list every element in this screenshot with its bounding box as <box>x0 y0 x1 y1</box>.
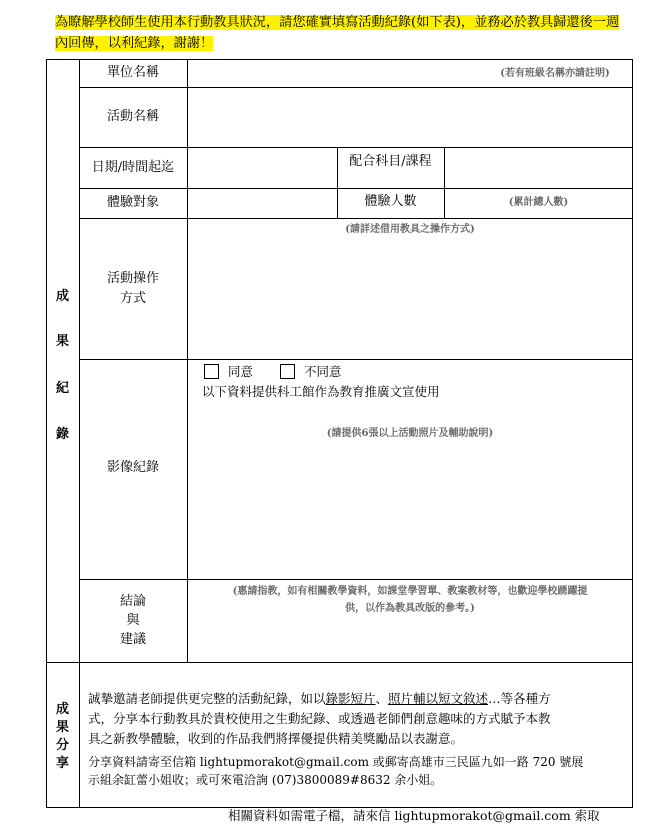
conclusion-label-line3: 建議 <box>119 632 146 647</box>
share-contact-line1: 分享資料請寄至信箱 lightupmorakot@gmail.com 或郵寄高雄市三民區九如一路 720 號展 <box>88 755 584 769</box>
row-line <box>79 188 633 189</box>
share-contact-line2: 示組余缸蕾小姐收；或可來電洽詢 (07)3800089#8632 余小姐。 <box>88 773 443 787</box>
sidebar-share-4: 享 <box>56 756 70 771</box>
operation-note: (請詳述借用教具之操作方式) <box>345 224 475 235</box>
date-input[interactable] <box>188 148 337 188</box>
agree-label: 同意 <box>228 364 254 379</box>
sidebar-record-4: 錄 <box>56 427 70 442</box>
conclusion-note-line2: 供，以作為教具改版的參考。) <box>345 603 475 614</box>
count-label: 體驗人數 <box>364 194 417 209</box>
sidebar-share-1: 成 <box>56 702 70 717</box>
share-paragraph-line3: 具之新教學體驗，收到的作品我們將擇優提供精美獎勵品以表謝意。 <box>88 731 464 746</box>
operation-input[interactable] <box>188 240 632 358</box>
footer-note: 相關資料如需電子檔，請來信 lightupmorakot@gmail.com 索取 <box>228 808 600 823</box>
photo-upload-area[interactable] <box>188 445 632 578</box>
photo-note: (請提供6張以上活動照片及輔助說明) <box>326 428 494 439</box>
share-text: 、 <box>375 691 389 706</box>
row-line <box>79 579 633 580</box>
share-text: …等各種方 <box>488 691 551 706</box>
count-note: (累計總人數) <box>508 197 569 208</box>
date-label: 日期/時間起迄 <box>91 160 175 175</box>
photo-label: 影像紀錄 <box>106 460 159 475</box>
intro-text: 為瞭解學校師生使用本行動教具狀況，請您確實填寫活動紀錄(如下表)，並務必於教具歸還後一週內回傳，以利紀錄，謝謝！ <box>55 15 620 51</box>
conclusion-label-line2: 與 <box>126 613 140 628</box>
conclusion-note-line1: (惠請指教，如有相關教學資料，如課堂學習單、教案教材等，也歡迎學校踴躍提 <box>232 586 588 597</box>
conclusion-label-line1: 結論 <box>119 594 146 609</box>
conclusion-input[interactable] <box>188 618 632 661</box>
disagree-label: 不同意 <box>304 364 342 379</box>
operation-label-line1: 活動操作 <box>106 271 159 286</box>
intro-notice <box>55 12 625 54</box>
target-label: 體驗對象 <box>106 195 159 210</box>
share-text: 誠摯邀請老師提供更完整的活動紀錄，如以 <box>88 691 326 706</box>
unit-note: (若有班級名稱亦請註明) <box>500 68 610 79</box>
sidebar-record-3: 紀 <box>56 381 70 396</box>
sidebar-record-2: 果 <box>56 334 70 349</box>
photo-text-link: 照片輔以短文敘述 <box>388 691 489 706</box>
target-input[interactable] <box>188 189 337 218</box>
share-paragraph-line2: 式，分享本行動教具於貴校使用之生動紀錄、或透過老師們創意趣味的方式賦予本教 <box>88 711 551 726</box>
row-line <box>79 359 633 360</box>
subject-input[interactable] <box>445 148 632 188</box>
disagree-checkbox[interactable] <box>280 364 295 379</box>
sidebar-share-3: 分 <box>56 738 70 753</box>
row-line <box>79 218 633 219</box>
operation-label-line2: 方式 <box>119 291 146 306</box>
consent-text: 以下資料提供科工館作為教育推廣文宣使用 <box>202 384 440 399</box>
activity-name-label: 活動名稱 <box>106 109 159 124</box>
subject-label: 配合科目/課程 <box>349 154 432 169</box>
agree-checkbox[interactable] <box>204 364 219 379</box>
sidebar-record-1: 成 <box>56 289 70 304</box>
activity-name-input[interactable] <box>188 88 632 147</box>
unit-label: 單位名稱 <box>106 65 159 80</box>
section-line <box>46 662 633 663</box>
video-link-text: 錄影短片 <box>325 691 376 706</box>
unit-input[interactable] <box>188 60 478 87</box>
share-paragraph-line1 <box>88 689 551 709</box>
sidebar-share-2: 果 <box>56 720 70 735</box>
